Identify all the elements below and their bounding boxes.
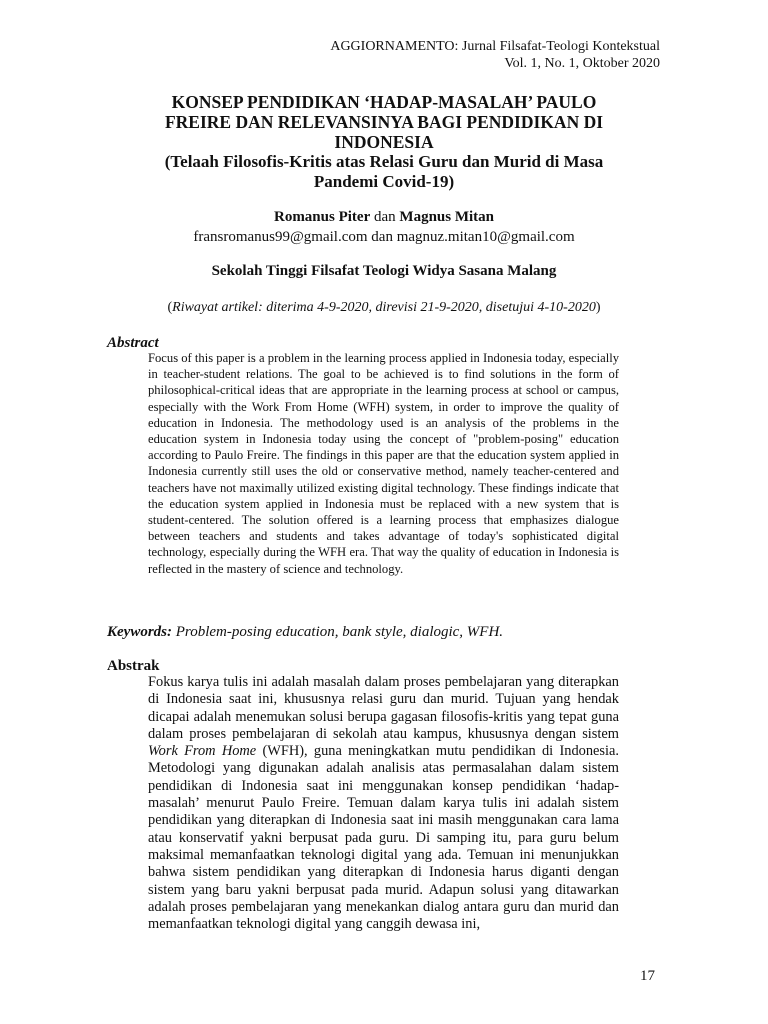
author-1: Romanus Piter — [273, 209, 371, 225]
journal-issue: Vol. 1, No. 1, Oktober 2020 — [504, 56, 660, 71]
title-line-3: INDONESIA — [334, 132, 434, 152]
institution: Sekolah Tinggi Filsafat Teologi Widya Sasana Malang — [211, 263, 557, 279]
abstrak-heading: Abstrak — [107, 658, 160, 674]
article-title — [90, 92, 678, 192]
keywords-label: Keywords: — [107, 624, 172, 640]
subtitle-line-1: (Telaah Filosofis-Kritis atas Relasi Guru dan Murid di Masa — [164, 152, 604, 171]
keywords-text: Problem-posing education, bank style, dialogic, WFH. — [175, 624, 504, 640]
title-line-2: FREIRE DAN RELEVANSINYA BAGI PENDIDIKAN DI — [164, 112, 604, 132]
title-line-1: KONSEP PENDIDIKAN ‘HADAP-MASALAH’ PAULO — [171, 92, 597, 112]
history-open-paren: ( — [167, 300, 173, 315]
keywords — [107, 623, 503, 641]
author-2: Magnus Mitan — [399, 209, 494, 225]
abstrak-part-1: Fokus karya tulis ini adalah masalah dalam proses pembelajaran yang diterapkan di Indonesia saat ini, khususnya relasi guru dan murid. Tujuan yang hendak dicapai adalah menemukan solusi berupa gagasan filosofis-kritis yang tepat guna dalam proses pembelajaran di sekolah atau kampus, khususnya dengan sistem — [148, 674, 619, 742]
history-close-paren: ) — [595, 300, 601, 315]
abstrak-body — [148, 674, 619, 933]
abstract-body: Focus of this paper is a problem in the learning process applied in Indonesia today, especially in teacher-student relations. The goal to be achieved is to find solutions in the form of philosophical-critical ideas that are appropriate in the learning process at school or campus, especially with the Work From Home (WFH) system, in order to improve the quality of education in Indonesia. The methodology used is an analysis of the problems in the education system in Indonesia today using the concept of "problem-posing" education according to Paulo Freire. The findings in this paper are that the education system applied in Indonesia currently still uses the old or conservative method, namely teacher-centered and teachers have not maximally utilized existing digital technology. These findings indicate that the education system applied in Indonesia must be replaced with a new system that is student-centered. The solution offered is a learning process that emphasizes dialogue between teachers and students and takes advantage of today's sophisticated digital technology, especially during the WFH era. That way the quality of education in Indonesia is reflected in the mastery of science and technology. — [148, 351, 619, 576]
abstrak-part-2: (WFH), guna meningkatkan mutu pendidikan di Indonesia. Metodologi yang digunakan adalah analisis atas permasalahan dalam sistem pendidikan di Indonesia saat ini menggunakan konsep pendidikan ‘hadap-masalah’ menurut Paulo Freire. Temuan dalam karya tulis ini adalah sistem pendidikan yang diterapkan di Indonesia saat ini masih menggunakan cara lama atau konservatif yakni berpusat pada guru. Di samping itu, para guru belum maksimal memanfaatkan teknologi digital yang ada. Temuan ini menunjukkan bahwa sistem pendidikan yang diterapkan di Indonesia harus diganti dengan sistem yang baru yakni berpusat pada murid. Adapun solusi yang ditawarkan adalah proses pembelajaran yang menekankan dialog antara guru dan murid dan memanfaatkan teknologi digital yang canggih dewasa ini, — [148, 743, 619, 933]
article-history — [90, 299, 678, 317]
running-header — [330, 38, 660, 72]
author-names — [90, 208, 678, 227]
abstrak-italic-wfh: Work From Home — [148, 743, 257, 760]
abstract-heading: Abstract — [107, 335, 159, 351]
author-emails: fransromanus99@gmail.com dan magnuz.mitan10@gmail.com — [193, 229, 575, 245]
journal-name: AGGIORNAMENTO: Jurnal Filsafat-Teologi Kontekstual — [330, 39, 660, 54]
subtitle-line-2: Pandemi Covid-19) — [313, 172, 455, 191]
history-text: Riwayat artikel: diterima 4-9-2020, direvisi 21-9-2020, disetujui 4-10-2020 — [172, 300, 596, 315]
page-number: 17 — [640, 968, 655, 984]
author-conjunction: dan — [373, 209, 396, 225]
